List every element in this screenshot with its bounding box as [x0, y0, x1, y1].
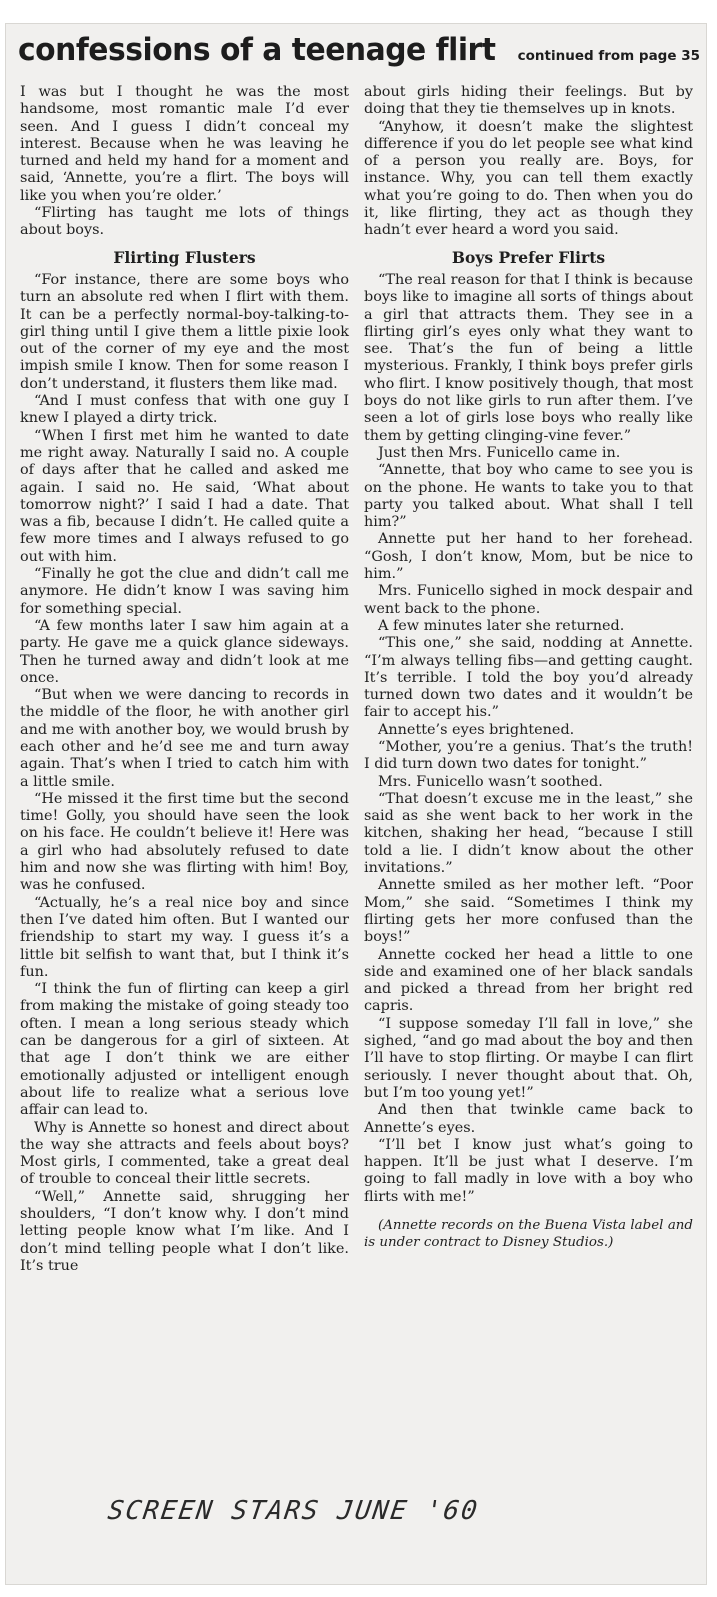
paragraph: Mrs. Funicello wasn’t soothed. [378, 773, 603, 790]
paragraph: Why is Annette so honest and direct about the way she attracts and feels about boys? Most girls, I commented, take a great deal of trouble to conceal their little secrets. [20, 1119, 349, 1188]
paragraph: “Well,” Annette said, shrugging her shoulders, “I don’t know why. I don’t mind letting people know what I’m like. And I don’t mind telling people what I don’t like. It’s true [20, 1188, 349, 1274]
left-column [20, 84, 349, 1275]
paragraph: Mrs. Funicello sighed in mock despair and went back to the phone. [364, 583, 693, 617]
paragraph: “A few months later I saw him again at a party. He gave me a quick glance sideways. Then he turned away and didn’t look at me once. [20, 617, 349, 686]
article-header [18, 32, 700, 76]
continued-note: continued from page 35 [517, 48, 700, 64]
paragraph: “That doesn’t excuse me in the least,” she said as she went back to her work in the kitchen, shaking her head, “because I still told a lie. I didn’t know about the other invitations.” [364, 790, 693, 877]
paragraph: I was but I thought he was the most handsome, most romantic male I’d ever seen. And I guess I didn’t conceal my interest. Because when he was leaving he turned and held my hand for a moment and said, ‘Annette, you’re a flirt. The boys will like you when you’re older.’ [20, 84, 349, 204]
paragraph: Annette’s eyes brightened. [378, 721, 575, 738]
paragraph: Annette smiled as her mother left. “Poor Mom,” she said. “Sometimes I think my flirting gets her more confused than the boys!” [364, 877, 693, 946]
paragraph: “Actually, he’s a real nice boy and since then I’ve dated him often. But I wanted our friendship to start my way. I guess it’s a little bit selfish to want that, but I think it’s fun. [20, 894, 349, 980]
paragraph: “Finally he got the clue and didn’t call me anymore. He didn’t know I was saving him for something special. [20, 566, 349, 617]
paragraph: Annette cocked her head a little to one side and examined one of her black sandals and picked a thread from her bright red capris. [364, 946, 693, 1015]
paragraph: And then that twinkle came back to Annette’s eyes. [364, 1102, 693, 1136]
paragraph: “This one,” she said, nodding at Annette. “I’m always telling fibs—and getting caught. It’s terrible. I told the boy you’d already turned down two dates and it wouldn’t be fair to accept his.” [364, 635, 693, 721]
paragraph: “I’ll bet I know just what’s going to happen. It’ll be just what I deserve. I’m going to fall madly in love with a boy who flirts with me!” [364, 1136, 693, 1205]
section-heading: Boys Prefer Flirts [451, 247, 606, 267]
paragraph: “He missed it the first time but the second time! Golly, you should have seen the look on his face. He couldn’t believe it! Here was a girl who had absolutely refused to date him and now she was flirting with him! Boy, was he confused. [20, 790, 349, 894]
paragraph: Just then Mrs. Funicello came in. [378, 444, 621, 461]
article-title: confessions of a teenage flirt [18, 32, 496, 68]
paragraph: “For instance, there are some boys who turn an absolute red when I flirt with them. It can be a perfectly normal-boy-talking-to-girl thing until I give them a little pixie look out of the corner of my eye and the most impish smile I know. Then for some reason I don’t understand, it flusters them like mad. [20, 271, 349, 392]
paragraph: Annette put her hand to her forehead. “Gosh, I don’t know, Mom, but be nice to him.” [364, 531, 693, 583]
paragraph: “Flirting has taught me lots of things about boys. [20, 205, 349, 239]
footnote: (Annette records on the Buena Vista label and is under contract to Disney Studios.) [364, 1218, 693, 1250]
paragraph: “Anyhow, it doesn’t make the slightest difference if you do let people see what kind of a person you really are. Boys, for instance. Why, you can tell them exactly what you’re going to do. Then when you do it, like flirting, they act as though they hadn’t ever heard a word you said. [364, 118, 693, 239]
paragraph: “But when we were dancing to records in the middle of the floor, he with another girl and me with another boy, we would brush by each other and he’d see me and turn away again. That’s when I tried to catch him with a little smile. [20, 687, 349, 790]
paragraph: “When I first met him he wanted to date me right away. Naturally I said no. A couple of days after that he called and asked me again. I said no. He said, ‘What about tomorrow night?’ I said I had a date. That was a fib, because I didn’t. He called quite a few more times and I always refused to go out with him. [20, 427, 349, 565]
paragraph: “I suppose someday I’ll fall in love,” she sighed, “and go mad about the boy and then I’ll have to stop flirting. Or maybe I can flirt seriously. I never thought about that. Oh, but I’m too young yet!” [364, 1015, 693, 1101]
magazine-clipping [6, 24, 706, 1584]
paragraph: “Mother, you’re a genius. That’s the truth! I did turn down two dates for tonight.” [364, 738, 693, 773]
section-heading: Flirting Flusters [113, 247, 256, 267]
paragraph: “Annette, that boy who came to see you is on the phone. He wants to take you to that party you talked about. What shall I tell him?” [364, 462, 693, 531]
paragraph: “I think the fun of flirting can keep a girl from making the mistake of going steady too often. I mean a long serious steady which can be dangerous for a girl of sixteen. At that age I don’t think we are either emotionally adjusted or intelligent enough about life to realize what a serious love affair can lead to. [20, 981, 349, 1119]
paragraph: “The real reason for that I think is because boys like to imagine all sorts of things about a girl that attracts them. They see in a flirting girl’s eyes only what they want to see. That’s the fun of being a little mysterious. Frankly, I think boys prefer girls who flirt. I know positively though, that most boys do not like girls to run after them. I’ve seen a lot of girls lose boys who really like them by getting clinging-vine fever.” [364, 271, 693, 444]
paragraph: “And I must confess that with one guy I knew I played a dirty trick. [20, 393, 349, 427]
handwritten-source-note: SCREEN STARS JUNE '60 [105, 1496, 481, 1526]
paragraph: about girls hiding their feelings. But by doing that they tie themselves up in knots. [364, 84, 693, 118]
paragraph: A few minutes later she returned. [378, 617, 625, 634]
right-column [364, 84, 693, 1251]
